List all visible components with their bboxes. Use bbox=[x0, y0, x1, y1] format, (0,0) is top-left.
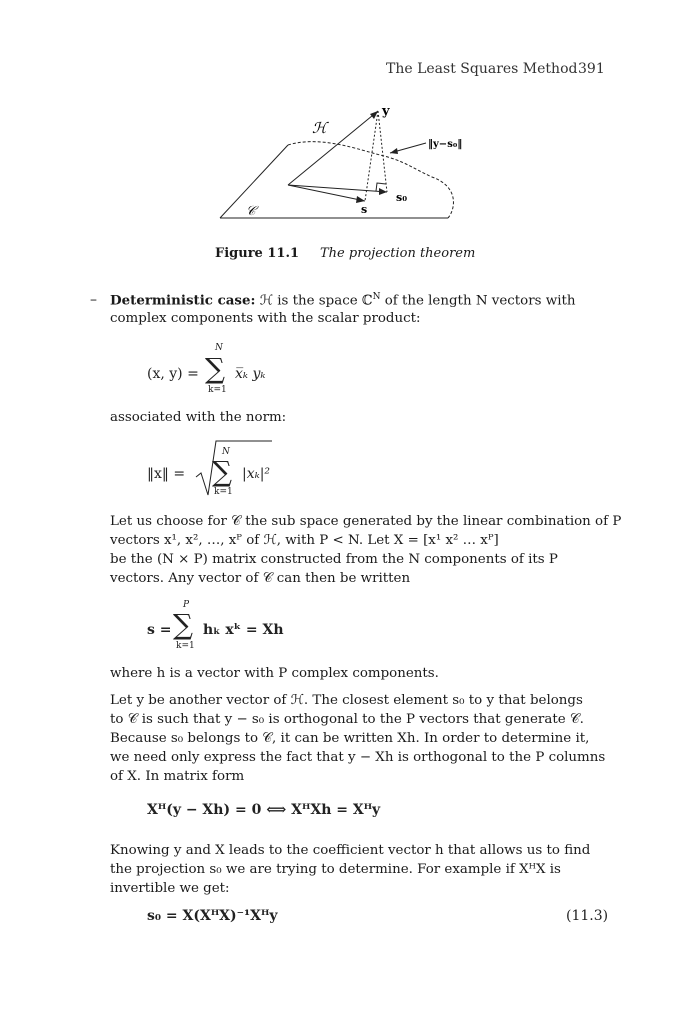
p5-line5: of X. In matrix form bbox=[110, 769, 245, 784]
eq5: s₀ = X(XᴴX)⁻¹Xᴴy bbox=[147, 908, 278, 924]
page-number: 391 bbox=[578, 61, 605, 77]
figure-caption-text: The projection theorem bbox=[320, 246, 476, 261]
label-norm: ‖y−s₀‖ bbox=[428, 139, 463, 150]
eq1-lhs: (x, y) = bbox=[147, 366, 199, 382]
p1-l1a: ℋ is the space ℂ bbox=[259, 293, 373, 309]
p1-title: Deterministic case: bbox=[110, 292, 256, 309]
label-s: s bbox=[361, 203, 368, 216]
p1-l1-sup: N bbox=[372, 292, 381, 302]
p3-line2: vectors x¹, x², …, xᴾ of ℋ, with P < N. Let X = [x¹ x² … xᴾ] bbox=[110, 533, 499, 548]
arrow-s bbox=[356, 196, 365, 203]
arrow-y bbox=[370, 111, 378, 119]
p6-line3: invertible we get: bbox=[110, 881, 230, 896]
label-s0: s₀ bbox=[396, 191, 408, 204]
vector-y bbox=[288, 111, 378, 185]
eq3-term: hₖ xᵏ = Xh bbox=[203, 622, 284, 638]
eq3-sum-top: P bbox=[183, 600, 190, 610]
p5-line3: Because s₀ belongs to 𝒞, it can be written Xh. In order to determine it, bbox=[110, 731, 590, 746]
p3-line1: Let us choose for 𝒞 the sub space generated by the linear combination of P bbox=[110, 514, 622, 529]
p1-line2: complex components with the scalar product: bbox=[110, 311, 421, 326]
figure-caption-label: Figure 11.1 bbox=[215, 246, 300, 261]
norm-arrow bbox=[390, 148, 398, 154]
eq3-lhs: s = bbox=[147, 622, 172, 638]
p5-line4: we need only express the fact that y − Xh is orthogonal to the P columns bbox=[110, 750, 606, 765]
eq1-sum-top: N bbox=[215, 343, 223, 353]
p4: where h is a vector with P complex components. bbox=[110, 666, 439, 681]
projection-figure bbox=[200, 95, 500, 230]
eq1-sum-bot: k=1 bbox=[208, 385, 227, 395]
eq3-sigma: ∑ bbox=[173, 608, 193, 641]
label-y: y bbox=[382, 104, 390, 119]
eq4: Xᴴ(y − Xh) = 0 ⟺ XᴴXh = Xᴴy bbox=[147, 802, 381, 818]
p6-line2: the projection s₀ we are trying to determine. For example if XᴴX is bbox=[110, 862, 561, 877]
eq2-lhs: ‖x‖ = bbox=[147, 466, 186, 482]
p3-line4: vectors. Any vector of 𝒞 can then be written bbox=[110, 571, 411, 586]
label-H: ℋ bbox=[312, 119, 327, 137]
p1-l1b: of the length N vectors with bbox=[380, 293, 576, 309]
p1-line1 bbox=[110, 292, 576, 308]
eq1-sigma: ∑ bbox=[205, 352, 225, 385]
eq3-sum-bot: k=1 bbox=[176, 641, 195, 651]
plane-edge-dashed bbox=[288, 142, 453, 218]
p6-line1: Knowing y and X leads to the coefficient vector h that allows us to find bbox=[110, 843, 591, 858]
label-C: 𝒞 bbox=[246, 204, 256, 219]
arrow-s0 bbox=[379, 188, 387, 195]
running-title: The Least Squares Method bbox=[386, 61, 578, 77]
p2: associated with the norm: bbox=[110, 410, 287, 425]
eq2-sigma: ∑ bbox=[212, 455, 232, 488]
bullet-dash: – bbox=[90, 292, 97, 308]
p5-line1: Let y be another vector of ℋ. The closest element s₀ to y that belongs bbox=[110, 693, 583, 708]
eq2-sum-bot: k=1 bbox=[214, 487, 233, 497]
p5-line2: to 𝒞 is such that y − s₀ is orthogonal to the P vectors that generate 𝒞. bbox=[110, 712, 584, 727]
dash-y-s0 bbox=[378, 111, 387, 192]
eq2-sum-top: N bbox=[222, 447, 230, 457]
eq1-term: x̅ₖ yₖ bbox=[235, 366, 266, 382]
eq2-term: |xₖ|² bbox=[242, 466, 271, 482]
p3-line3: be the (N × P) matrix constructed from the N components of its P bbox=[110, 552, 558, 567]
eq5-number: (11.3) bbox=[566, 908, 609, 924]
